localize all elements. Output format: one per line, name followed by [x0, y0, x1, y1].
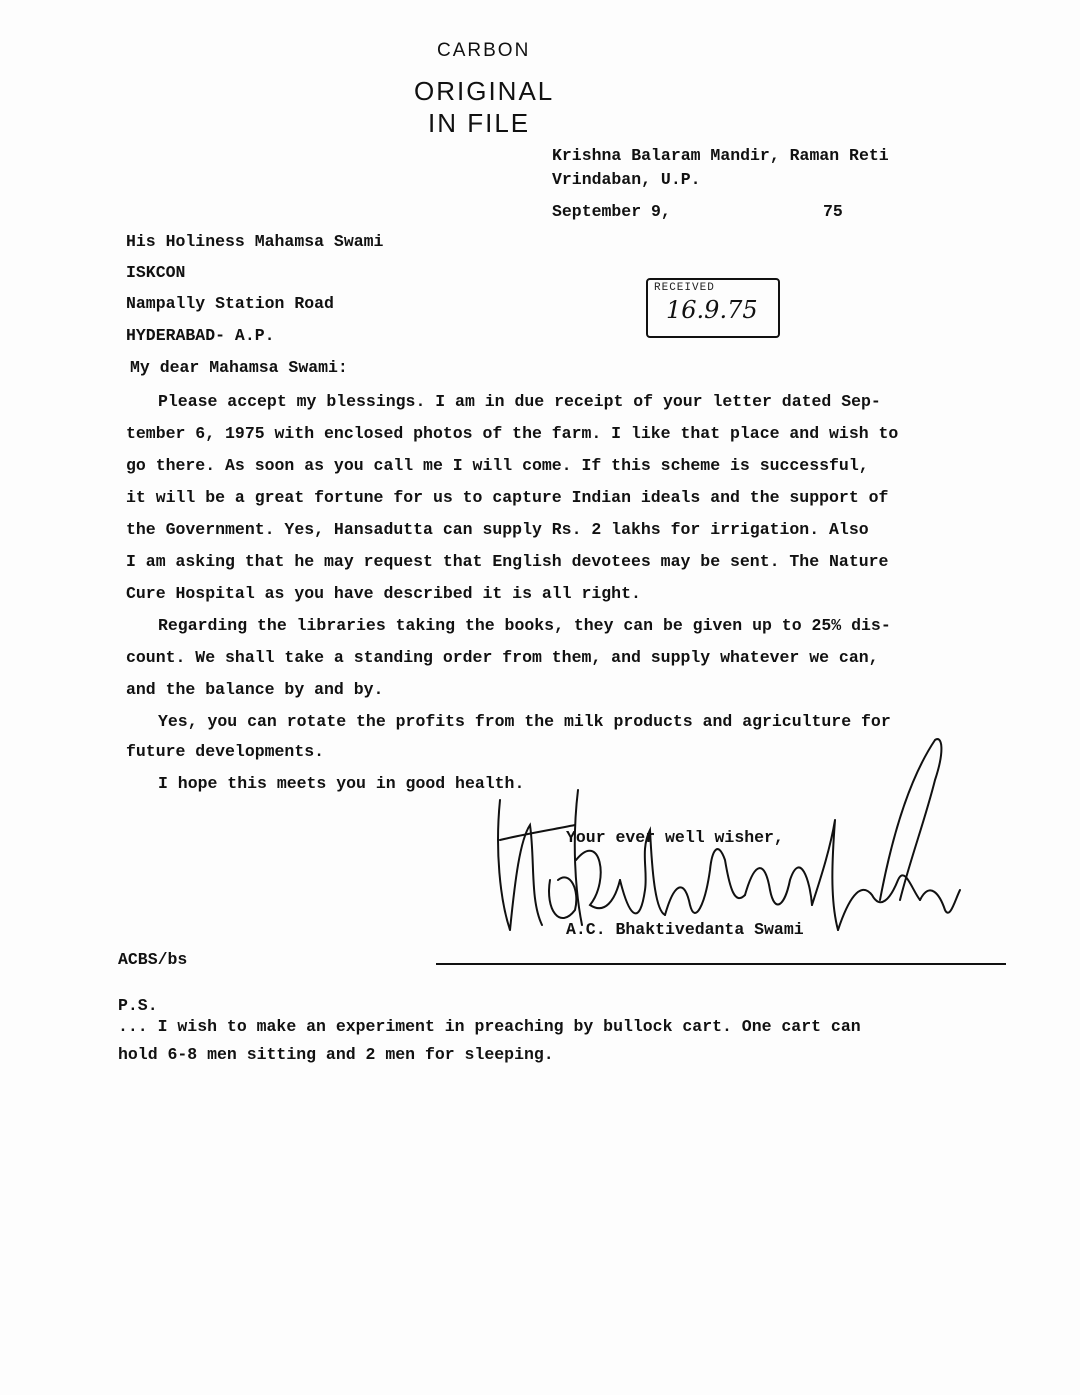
divider-line	[436, 963, 1006, 965]
original-stamp: ORIGINAL	[414, 76, 555, 106]
body-line: I am asking that he may request that English devotees may be sent. The Nature	[126, 552, 889, 571]
reference-initials: ACBS/bs	[118, 950, 188, 969]
received-stamp-date: 16.9.75	[666, 296, 758, 324]
recipient-city: HYDERABAD- A.P.	[126, 326, 275, 345]
recipient-street: Nampally Station Road	[126, 294, 334, 313]
postscript-line1: ... I wish to make an experiment in preaching by bullock cart. One cart can	[118, 1017, 861, 1036]
salutation: My dear Mahamsa Swami:	[130, 358, 348, 377]
body-line: count. We shall take a standing order from them, and supply whatever we can,	[126, 648, 879, 667]
in-file-stamp: IN FILE	[428, 108, 531, 138]
body-line: I hope this meets you in good health.	[158, 774, 525, 793]
body-line: Please accept my blessings. I am in due receipt of your letter dated Sep-	[158, 392, 881, 411]
body-line: Cure Hospital as you have described it is all right.	[126, 584, 641, 603]
recipient-name: His Holiness Mahamsa Swami	[126, 232, 384, 251]
sender-address-line1: Krishna Balaram Mandir, Raman Reti	[552, 146, 889, 165]
letter-year: 75	[823, 202, 843, 221]
carbon-stamp: CARBON	[437, 40, 531, 61]
body-line: the Government. Yes, Hansadutta can supply Rs. 2 lakhs for irrigation. Also	[126, 520, 869, 539]
body-line: future developments.	[126, 742, 325, 761]
body-line: and the balance by and by.	[126, 680, 384, 699]
body-line: tember 6, 1975 with enclosed photos of the farm. I like that place and wish to	[126, 424, 899, 443]
letter-date: September 9,	[552, 202, 671, 221]
recipient-org: ISKCON	[126, 263, 186, 282]
handwritten-signature	[480, 730, 1010, 945]
received-date-stamp	[646, 278, 780, 338]
postscript-line2: hold 6-8 men sitting and 2 men for sleeping.	[118, 1045, 554, 1064]
body-line: it will be a great fortune for us to capture Indian ideals and the support of	[126, 488, 889, 507]
closing: Your ever well wisher,	[566, 828, 784, 847]
postscript-mark: P.S.	[118, 996, 158, 1015]
body-line: Regarding the libraries taking the books, they can be given up to 25% dis-	[158, 616, 891, 635]
received-stamp-header: RECEIVED	[654, 282, 715, 294]
body-line: Yes, you can rotate the profits from the milk products and agriculture for	[158, 712, 891, 731]
signatory-name: A.C. Bhaktivedanta Swami	[566, 920, 804, 939]
body-line: go there. As soon as you call me I will come. If this scheme is successful,	[126, 456, 869, 475]
sender-address-line2: Vrindaban, U.P.	[552, 170, 701, 189]
